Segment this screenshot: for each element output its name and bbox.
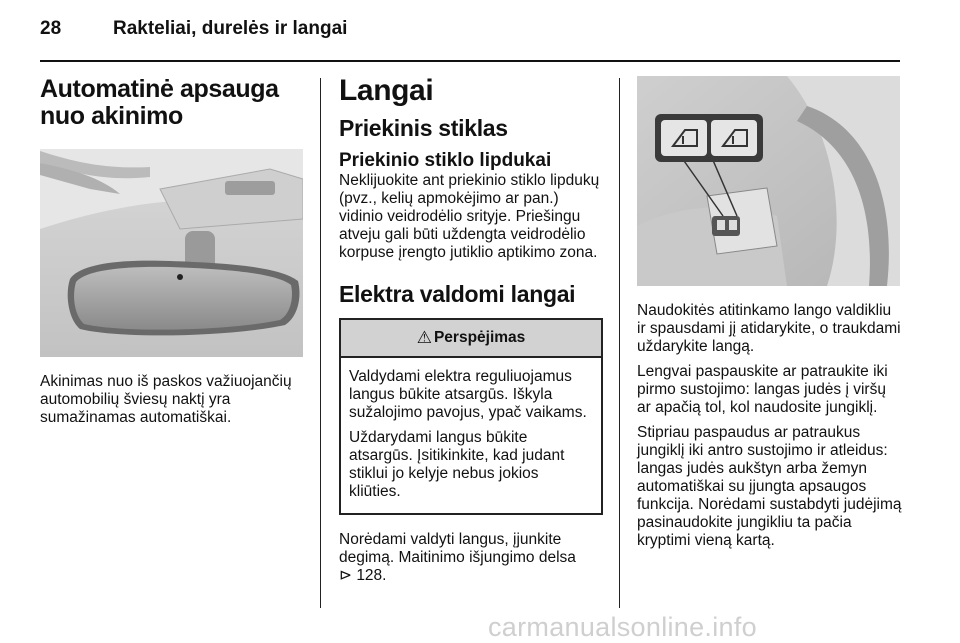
warning-body [341,358,601,513]
first-stop-text: Lengvai paspauskite ar patraukite iki pirmo sustojimo: langas judės į viršų ar apačią tol, kol naudosite jungiklį. [637,363,888,416]
switch-usage-text: Naudokitės atitinkamo lango valdikliu ir spausdami jį atidarykite, o traukdami uždarykite langą. [637,302,901,355]
page-reference[interactable]: 128. [356,567,387,584]
rearview-mirror-photo [40,149,303,357]
second-stop-text: Stipriau paspaudus ar patraukus jungiklį iki antro sustojimo ir atleidus: langas judės aukštyn arba žemyn automatiškai su įjungta apsaugos funkcija. Norėdami sustabdyti judėjimą pasinaudokite jungikliu ta pačia kryptimi vieną kartą. [637,424,902,549]
window-switch-photo [637,76,900,286]
sticker-heading: Priekinio stiklo lipdukai [339,150,552,171]
watermark: carmanualsonline.info [488,612,757,642]
windscreen-title: Priekinis stiklas [339,115,508,141]
column-divider [619,78,620,608]
sticker-text: Neklijuokite ant priekinio stiklo lipdukų (pvz., kelių apmokėjimo ar pan.) vidinio veidrodėlio srityje. Priešingu atveju gali būti uždengta veidrodėlio korpuse įrengto jutiklio aptikimo zona. [339,172,600,261]
warning-box [339,318,603,515]
warning-para-1: Valdydami elektra reguliuojamus langus būkite atsargūs. Iškyla sužalojimo pavojus, ypač vaikams. [349,368,587,421]
warning-triangle-icon: ⚠ [416,328,432,347]
ignition-text-main: Norėdami valdyti langus, įjunkite degimą. Maitinimo išjungimo delsa [339,531,576,566]
section-title: Langai [339,74,434,107]
page-header-title: Rakteliai, durelės ir langai [113,18,348,39]
arrow-ref-icon: ⊳ [339,567,352,584]
column-divider [320,78,321,608]
header-rule [40,60,900,62]
warning-title: Perspėjimas [433,329,526,346]
power-windows-heading: Elektra valdomi langai [339,281,576,307]
warning-header [341,320,601,358]
antiglare-body: Akinimas nuo iš paskos važiuojančių automobilių šviesų naktį yra sumažinamas automatiškai. [40,373,292,426]
warning-para-2: Uždarydami langus būkite atsargūs. Įsitikinkite, kad judant stiklui jo kelyje nebus jokios kliūties. [349,429,565,500]
column-antiglare [40,76,303,427]
page-number: 28 [40,18,62,39]
column-windows [339,76,603,585]
ignition-text [339,531,603,585]
column-window-controls [637,76,902,550]
antiglare-heading: Automatinė apsauga nuo akinimo [40,75,279,130]
